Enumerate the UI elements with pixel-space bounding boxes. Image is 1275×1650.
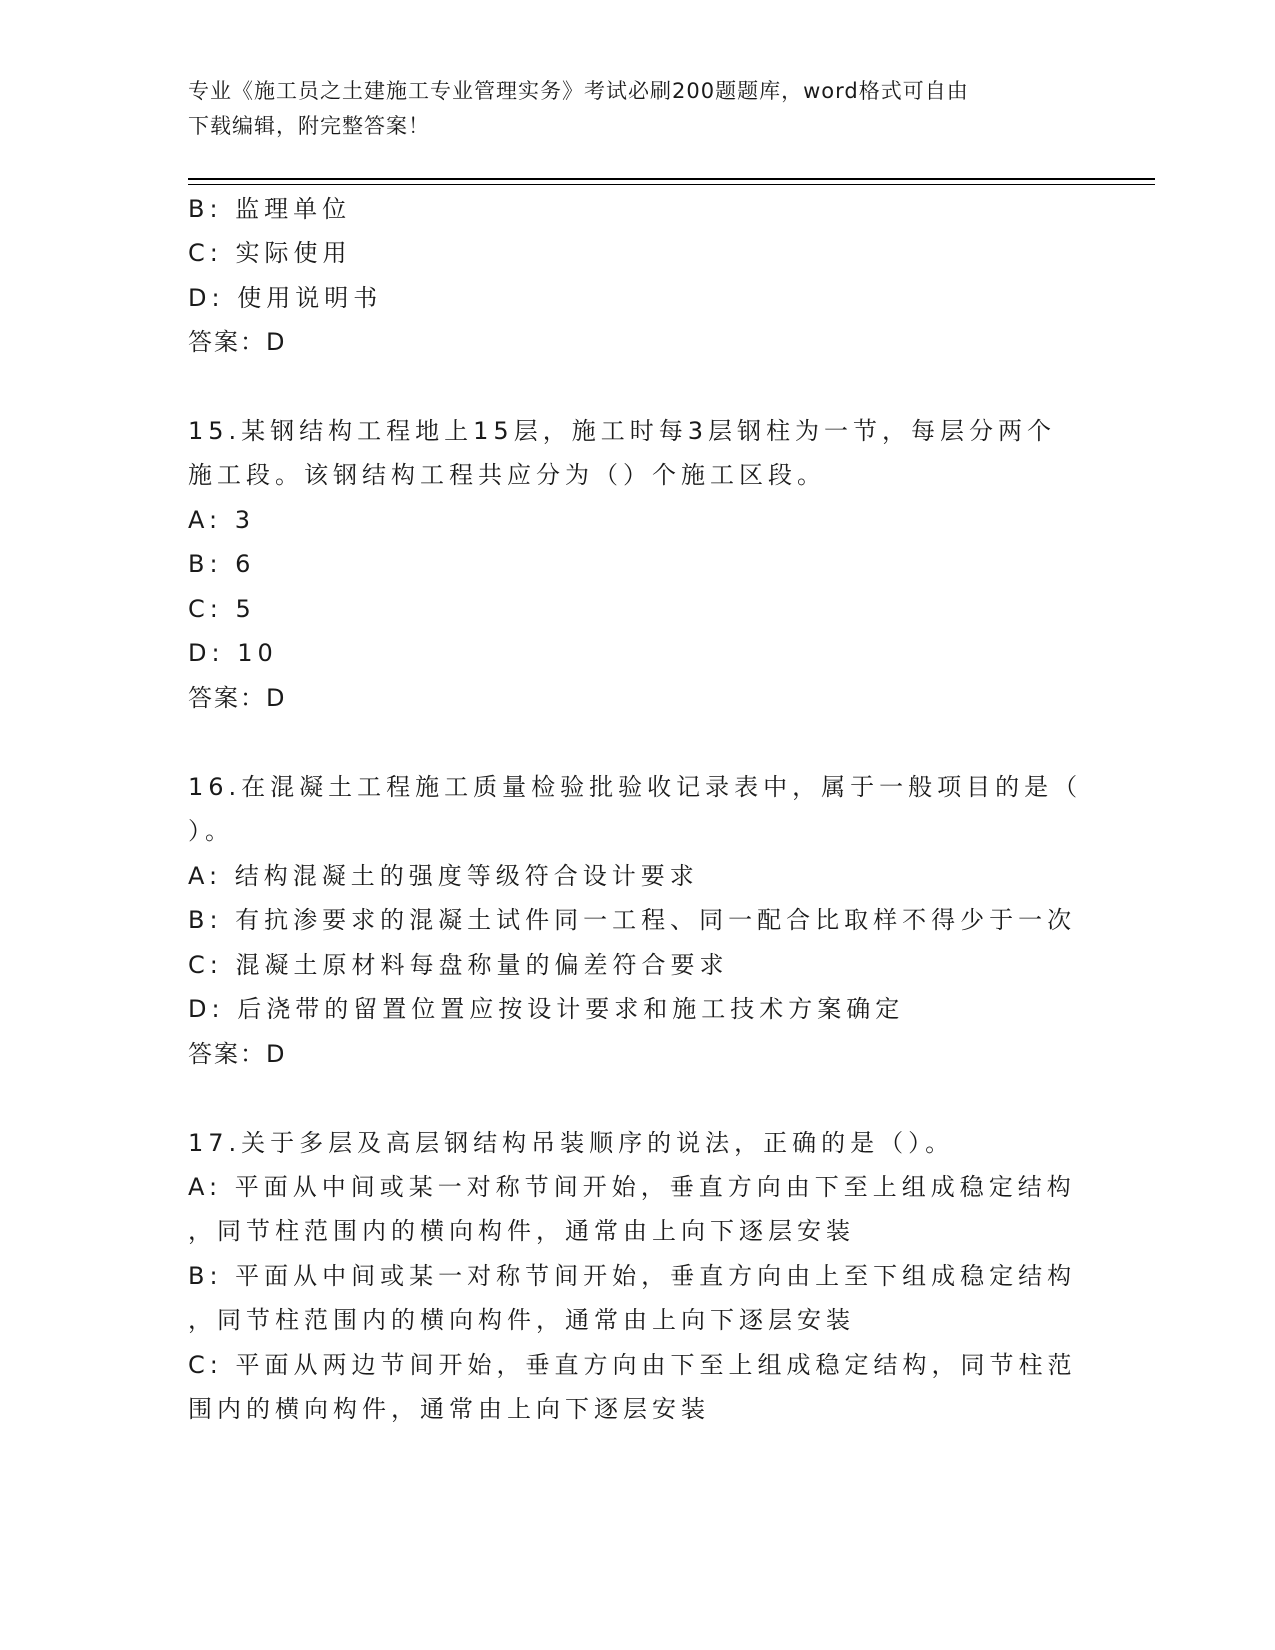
header-divider-thick (188, 178, 1155, 180)
document-header (188, 74, 1088, 144)
q16-answer: 答案：D (188, 1040, 287, 1068)
q17-option-b-line-2: ，同节柱范围内的横向构件，通常由上向下逐层安装 (188, 1306, 855, 1334)
q16-stem-line-2: ）。 (188, 817, 234, 845)
q17-option-c-line-1: C: 平面从两边节间开始，垂直方向由下至上组成稳定结构，同节柱范 (188, 1351, 1077, 1379)
header-line-1: 专业《施工员之土建施工专业管理实务》考试必刷200题题库，word格式可自由 (188, 79, 969, 103)
q14-option-b: B: 监理单位 (188, 195, 352, 223)
header-line-2: 下载编辑，附完整答案！ (188, 114, 430, 138)
q17-option-c-line-2: 围内的横向构件，通常由上向下逐层安装 (188, 1395, 710, 1423)
q17-stem: 17.关于多层及高层钢结构吊装顺序的说法，正确的是（）。 (188, 1129, 955, 1157)
q15-option-d: D: 10 (188, 639, 278, 667)
q14-option-d: D: 使用说明书 (188, 284, 383, 312)
q14-answer: 答案：D (188, 328, 287, 356)
q17-option-a-line-1: A: 平面从中间或某一对称节间开始，垂直方向由下至上组成稳定结构 (188, 1173, 1076, 1201)
q15-option-a: A: 3 (188, 506, 255, 534)
q17-option-b-line-1: B: 平面从中间或某一对称节间开始，垂直方向由上至下组成稳定结构 (188, 1262, 1077, 1290)
q16-option-b: B: 有抗渗要求的混凝土试件同一工程、同一配合比取样不得少于一次 (188, 906, 1077, 934)
q15-option-b: B: 6 (188, 550, 256, 578)
q15-option-c: C: 5 (188, 595, 256, 623)
q16-option-a: A: 结构混凝土的强度等级符合设计要求 (188, 862, 699, 890)
q14-option-c: C: 实际使用 (188, 239, 352, 267)
q15-stem-line-2: 施工段。该钢结构工程共应分为（）个施工区段。 (188, 461, 826, 489)
header-divider-thin (188, 184, 1155, 185)
q16-option-d: D: 后浇带的留置位置应按设计要求和施工技术方案确定 (188, 995, 905, 1023)
q16-stem-line-1: 16.在混凝土工程施工质量检验批验收记录表中，属于一般项目的是（ (188, 773, 1083, 801)
q15-answer: 答案：D (188, 684, 287, 712)
q15-stem-line-1: 15.某钢结构工程地上15层，施工时每3层钢柱为一节，每层分两个 (188, 417, 1056, 445)
q16-option-c: C: 混凝土原材料每盘称量的偏差符合要求 (188, 951, 729, 979)
q17-option-a-line-2: ，同节柱范围内的横向构件，通常由上向下逐层安装 (188, 1217, 855, 1245)
